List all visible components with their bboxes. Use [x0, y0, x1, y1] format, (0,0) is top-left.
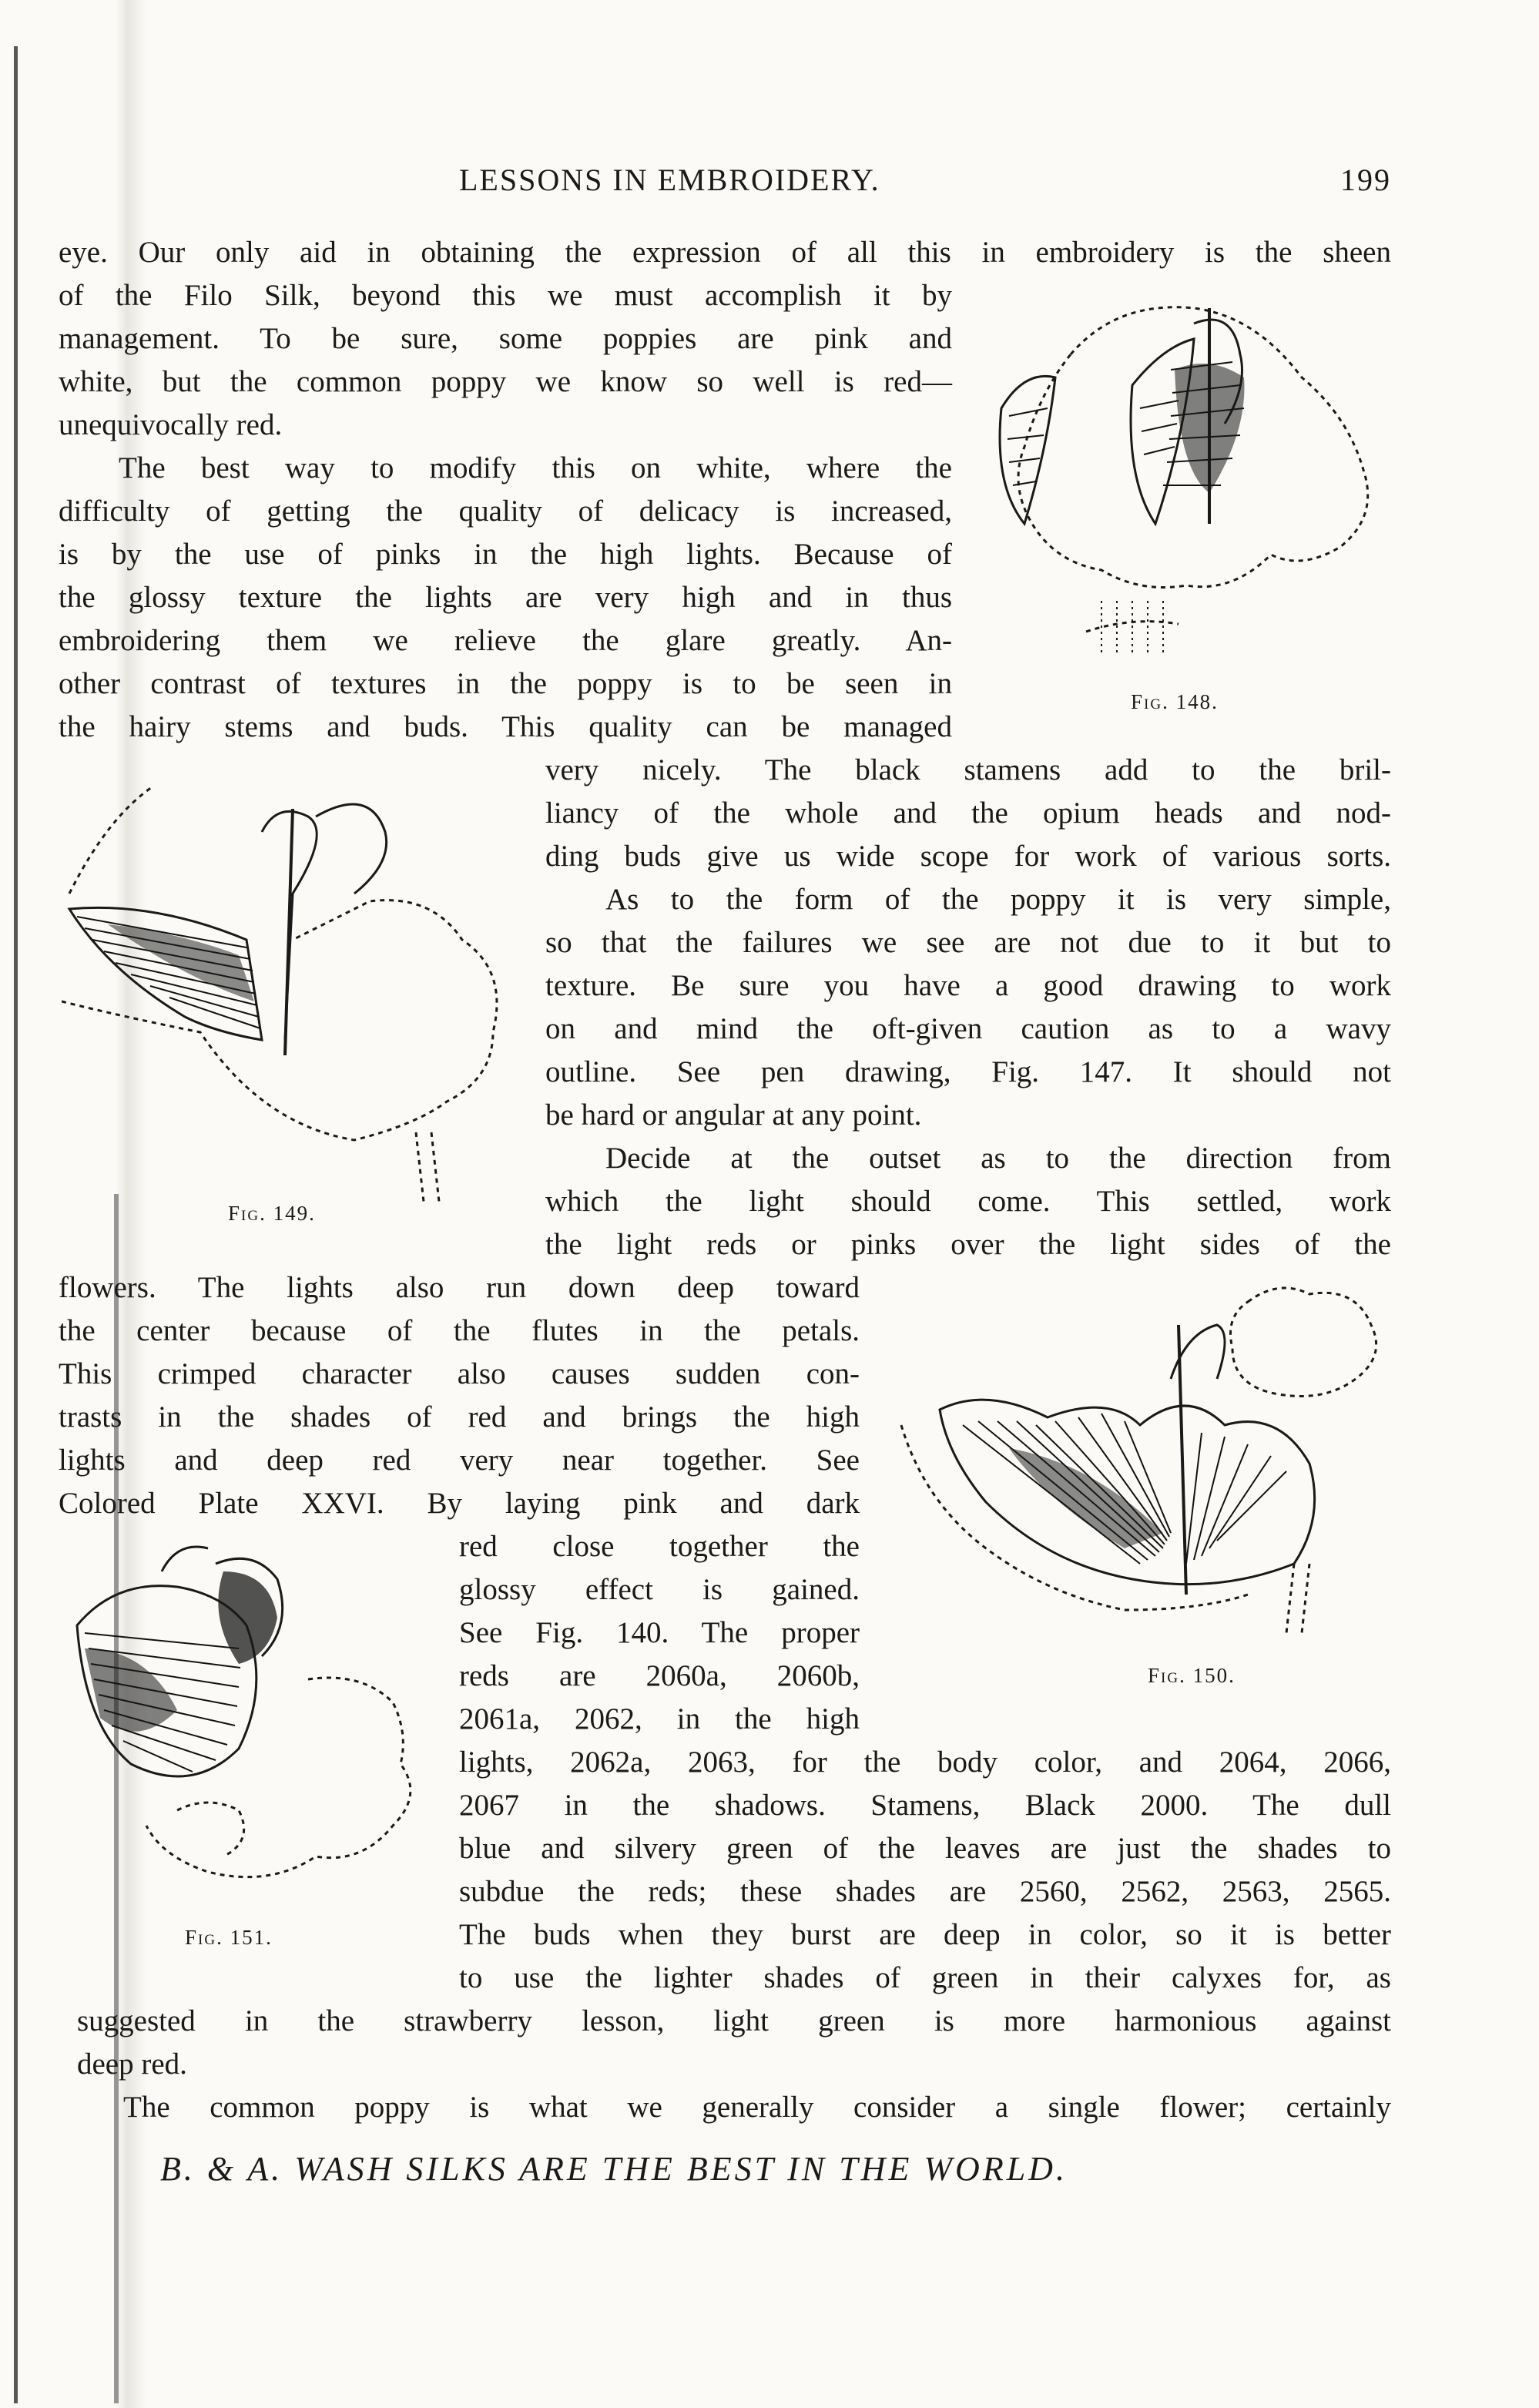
text-line: subdue the reds; these shades are 2560, 2562, 2563, 2565.	[459, 1875, 1391, 1908]
text-line: very nicely. The black stamens add to the bril-	[545, 753, 1391, 786]
text-line: Decide at the outset as to the direction from	[605, 1142, 1391, 1175]
text-line: texture. Be sure you have a good drawing to work	[545, 969, 1391, 1002]
running-title: LESSONS IN EMBROIDERY.	[459, 163, 880, 197]
text-line: the center because of the flutes in the petals.	[59, 1314, 860, 1347]
binding-crease	[14, 46, 18, 2403]
text-line: which the light should come. This settled, work	[545, 1185, 1391, 1218]
text-line: The buds when they burst are deep in color, so it is better	[459, 1918, 1391, 1951]
text-full-bottom	[77, 2000, 1391, 2129]
text-line: The best way to modify this on white, where the	[119, 451, 952, 485]
text-line: eye. Our only aid in obtaining the expression of all this in embroidery is the sheen	[59, 236, 1391, 269]
text-line: The common poppy is what we generally consider a single flower; certainly	[123, 2091, 1391, 2124]
text-line: be hard or angular at any point.	[545, 1098, 922, 1132]
poppy-petal-illustration-150	[894, 1271, 1402, 1656]
figure-151-caption: Fig. 151.	[185, 1926, 273, 1949]
text-line: unequivocally red.	[59, 408, 283, 441]
figure-149-caption: Fig. 149.	[228, 1202, 316, 1225]
text-line: Colored Plate XXVI. By laying pink and dark	[59, 1487, 860, 1520]
text-column-lower-right	[459, 1741, 1391, 2000]
text-line: glossy effect is gained.	[459, 1573, 860, 1606]
text-line: See Fig. 140. The proper	[459, 1616, 860, 1649]
text-line: so that the failures we see are not due to it but to	[545, 926, 1391, 959]
text-line: 2067 in the shadows. Stamens, Black 2000. The dull	[459, 1789, 1391, 1822]
text-line: trasts in the shades of red and brings the high	[59, 1400, 860, 1434]
text-line: embroidering them we relieve the glare greatly. An-	[59, 624, 952, 657]
text-line: reds are 2060a, 2060b,	[459, 1659, 860, 1692]
running-header	[59, 162, 1391, 208]
text-line: 2061a, 2062, in the high	[459, 1702, 860, 1736]
text-line: outline. See pen drawing, Fig. 147. It should not	[545, 1055, 1391, 1088]
text-line: is by the use of pinks in the high lights. Because of	[59, 538, 952, 571]
text-line: on and mind the oft-given caution as to a wavy	[545, 1012, 1391, 1045]
figure-150	[894, 1271, 1402, 1656]
text-line: red close together the	[459, 1530, 860, 1563]
text-line: suggested in the strawberry lesson, light green is more harmonious against	[77, 2004, 1391, 2037]
text-line: deep red.	[77, 2047, 187, 2081]
text-line: blue and silvery green of the leaves are just the shades to	[459, 1832, 1391, 1865]
figure-150-caption: Fig. 150.	[1148, 1664, 1236, 1687]
text-line: the hairy stems and buds. This quality can be managed	[59, 710, 952, 743]
text-line: management. To be sure, some poppies are pink and	[59, 322, 952, 355]
text-line: the glossy texture the lights are very high and in thus	[59, 581, 952, 614]
text-line: lights and deep red very near together. See	[59, 1444, 860, 1477]
text-column-middle-right	[545, 749, 1391, 1266]
text-line: of the Filo Silk, beyond this we must accomplish it by	[59, 279, 952, 312]
figure-149	[62, 770, 524, 1202]
text-line: other contrast of textures in the poppy is to be seen in	[59, 667, 952, 700]
figure-151	[69, 1533, 439, 1933]
poppy-petal-illustration-148	[978, 293, 1394, 693]
text-column-lower-left	[59, 1266, 860, 1525]
text-line: lights, 2062a, 2063, for the body color, and 2064, 2066,	[459, 1746, 1391, 1779]
text-line: This crimped character also causes sudden con-	[59, 1357, 860, 1390]
footer-motto: B. & A. WASH SILKS ARE THE BEST IN THE WORLD.	[160, 2150, 1068, 2188]
text-line: to use the lighter shades of green in their calyxes for, as	[459, 1961, 1391, 1994]
page-number: 199	[1340, 163, 1391, 197]
text-line: As to the form of the poppy it is very simple,	[605, 883, 1391, 916]
text-line: white, but the common poppy we know so well is red—	[59, 365, 952, 398]
text-line: ding buds give us wide scope for work of various sorts.	[545, 840, 1391, 873]
text-full-top	[59, 231, 1391, 274]
text-line: liancy of the whole and the opium heads and nod-	[545, 797, 1391, 830]
figure-148-caption: Fig. 148.	[1131, 690, 1219, 713]
poppy-bud-illustration-151	[69, 1533, 439, 1933]
text-column-upper-left	[59, 274, 952, 749]
text-line: flowers. The lights also run down deep toward	[59, 1271, 860, 1304]
poppy-petal-illustration-149	[62, 770, 524, 1202]
text-column-narrow	[459, 1525, 860, 1741]
figure-148	[978, 293, 1394, 693]
text-line: difficulty of getting the quality of delicacy is increased,	[59, 495, 952, 528]
text-line: the light reds or pinks over the light sides of the	[545, 1228, 1391, 1261]
